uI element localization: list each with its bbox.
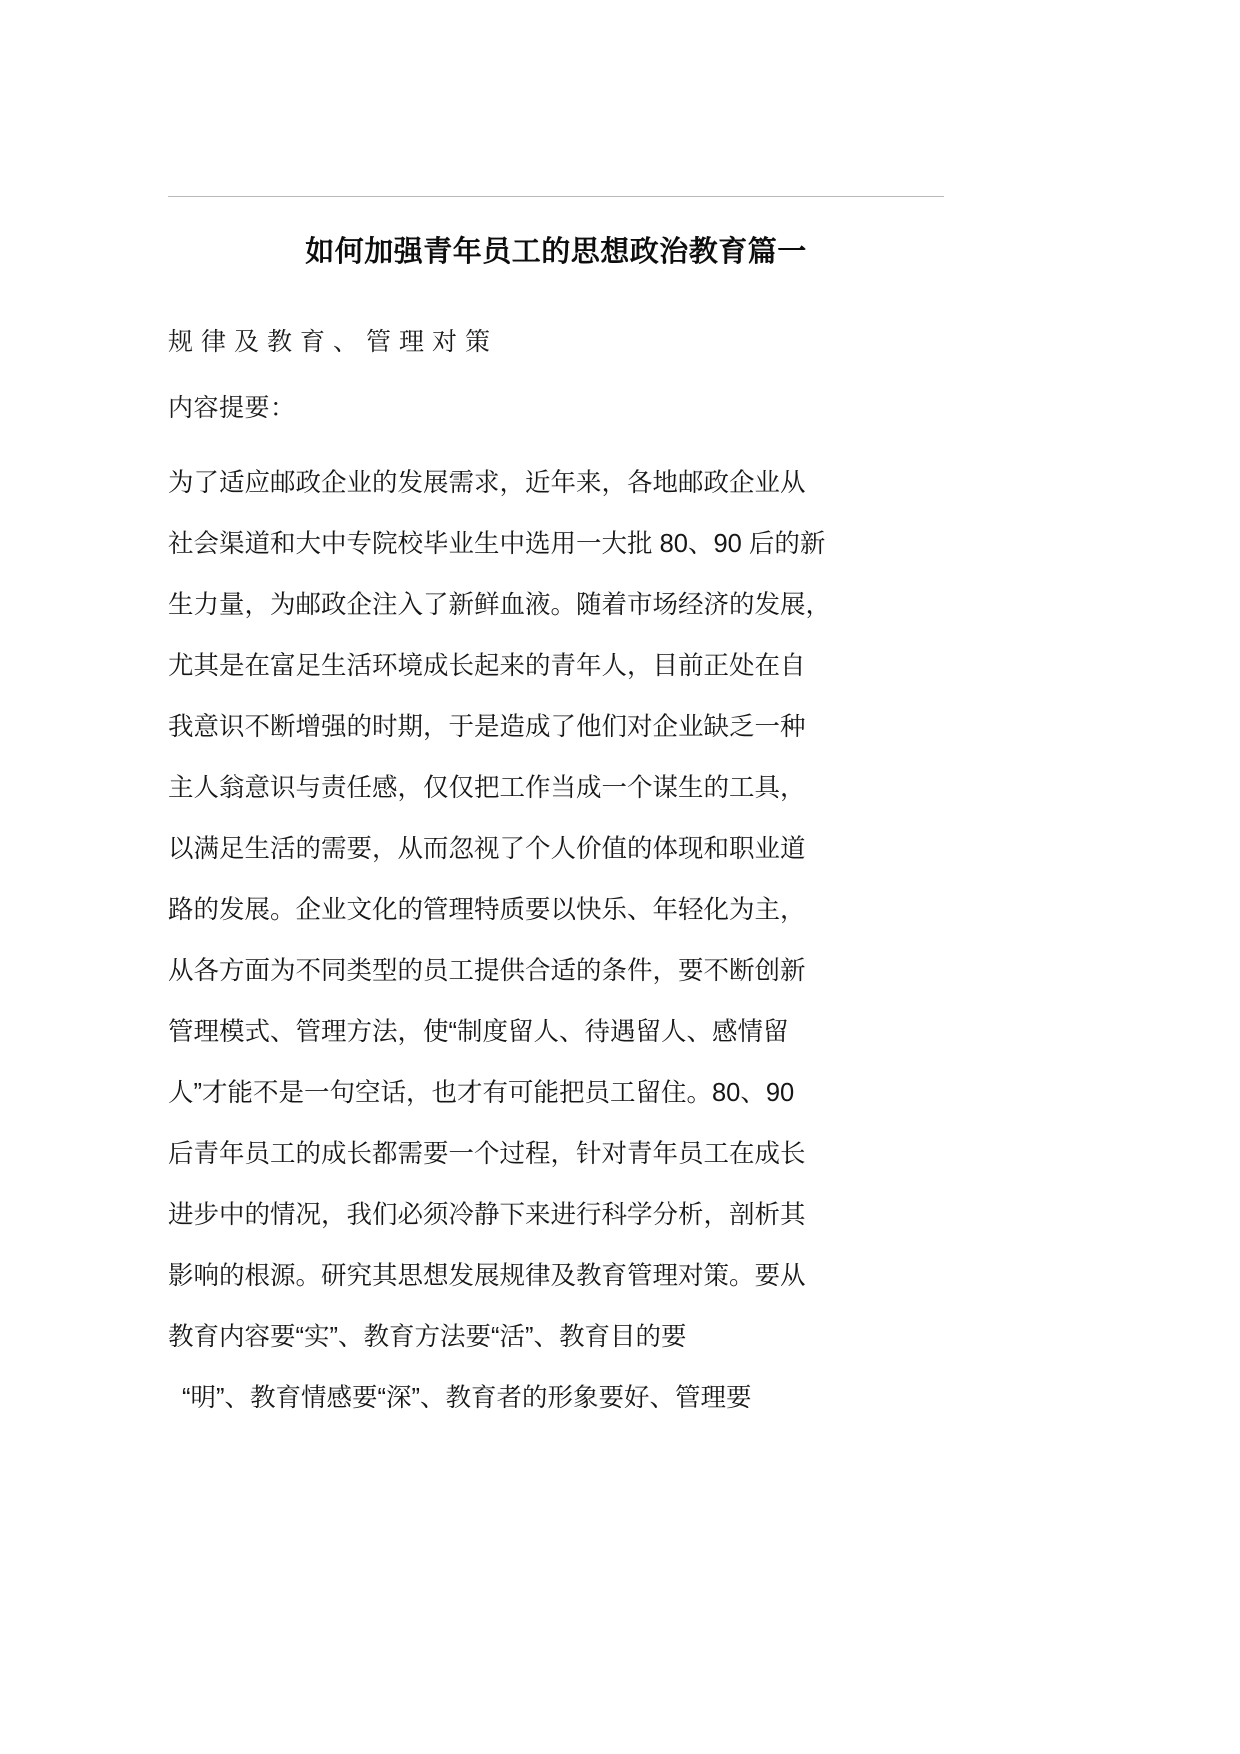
body-text-line: 进步中的情况，我们必须冷静下来进行科学分析，剖析其 <box>168 1201 806 1230</box>
body-text-line: 教育内容要“实”、教育方法要“活”、教育目的要 <box>168 1323 687 1352</box>
body-text-line: 为了适应邮政企业的发展需求，近年来，各地邮政企业从 <box>168 469 806 498</box>
body-text-line: 尤其是在富足生活环境成长起来的青年人，目前正处在自 <box>168 652 806 681</box>
section-label: 内容提要： <box>168 393 296 422</box>
document-content <box>168 0 944 1429</box>
body-text-line: 生力量，为邮政企注入了新鲜血液。随着市场经济的发展， <box>168 591 832 620</box>
body-text-line: 影响的根源。研究其思想发展规律及教育管理对策。要从 <box>168 1262 806 1291</box>
header-divider <box>168 196 944 197</box>
body-text-line: 路的发展。企业文化的管理特质要以快乐、年轻化为主， <box>168 896 806 925</box>
subheading: 规律及教育、管理对策 <box>168 328 499 357</box>
page-title: 如何加强青年员工的思想政治教育篇一 <box>305 236 807 268</box>
body-text-line: 我意识不断增强的时期，于是造成了他们对企业缺乏一种 <box>168 713 806 742</box>
body-text-line: “明”、教育情感要“深”、教育者的形象要好、管理要 <box>182 1384 752 1413</box>
body-text-line: 后青年员工的成长都需要一个过程，针对青年员工在成长 <box>168 1140 806 1169</box>
body-text-line: 社会渠道和大中专院校毕业生中选用一大批 80、90 后的新 <box>168 530 826 559</box>
body-text-line: 人”才能不是一句空话，也才有可能把员工留住。80、90 <box>168 1079 795 1108</box>
body-text-line: 以满足生活的需要，从而忽视了个人价值的体现和职业道 <box>168 835 806 864</box>
body-text-line: 从各方面为不同类型的员工提供合适的条件，要不断创新 <box>168 957 806 986</box>
body-paragraph <box>168 453 944 1429</box>
body-text-line: 管理模式、管理方法，使“制度留人、待遇留人、感情留 <box>168 1018 789 1047</box>
body-text-line: 主人翁意识与责任感，仅仅把工作当成一个谋生的工具， <box>168 774 806 803</box>
